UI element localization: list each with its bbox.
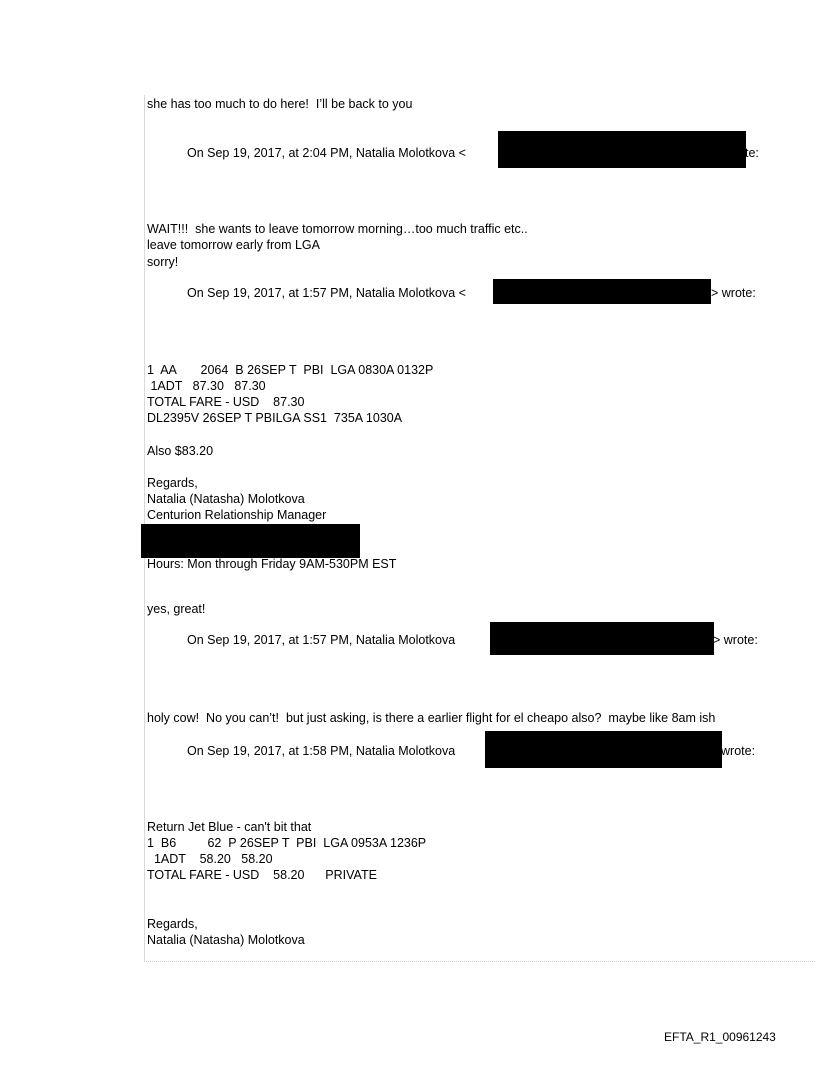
redaction-block <box>498 131 746 168</box>
quote-header-end: > wrote: <box>711 286 756 300</box>
email-line: WAIT!!! she wants to leave tomorrow morning…too much traffic etc.. <box>147 222 528 236</box>
email-line: yes, great! <box>147 602 206 616</box>
redaction-block <box>493 279 711 304</box>
quote-header-end: > wrote: <box>713 633 758 647</box>
quote-header: On Sep 19, 2017, at 2:04 PM, Natalia Molotkova < <box>187 146 466 160</box>
redaction-block <box>141 524 360 558</box>
itinerary-line: Return Jet Blue - can't bit that <box>147 820 312 834</box>
email-line: Also $83.20 <box>147 444 214 458</box>
email-line: leave tomorrow early from LGA <box>147 238 320 252</box>
email-line: holy cow! No you can’t! but just asking, is there a earlier flight for el cheapo also? maybe like 8am ish <box>147 711 716 725</box>
signature-line: Regards, <box>147 476 198 490</box>
quote-header: On Sep 19, 2017, at 1:57 PM, Natalia Molotkova <box>187 633 456 647</box>
bates-number: EFTA_R1_00961243 <box>664 1030 776 1044</box>
email-line: she has too much to do here! I’ll be back to you <box>147 97 413 111</box>
signature-line: Regards, <box>147 917 198 931</box>
signature-line: Centurion Relationship Manager <box>147 508 327 522</box>
itinerary-line: TOTAL FARE - USD 87.30 <box>147 395 305 409</box>
quote-header-end: te: <box>745 146 759 160</box>
itinerary-line: 1 AA 2064 B 26SEP T PBI LGA 0830A 0132P <box>147 363 434 377</box>
itinerary-line: 1ADT 58.20 58.20 <box>147 852 273 866</box>
itinerary-line: 1ADT 87.30 87.30 <box>147 379 266 393</box>
signature-line: Natalia (Natasha) Molotkova <box>147 933 305 947</box>
itinerary-line: 1 B6 62 P 26SEP T PBI LGA 0953A 1236P <box>147 836 427 850</box>
email-line: sorry! <box>147 255 179 269</box>
quote-header-end: wrote: <box>721 744 756 758</box>
redaction-block <box>485 731 722 768</box>
quote-header: On Sep 19, 2017, at 1:58 PM, Natalia Molotkova <box>187 744 456 758</box>
itinerary-line: DL2395V 26SEP T PBILGA SS1 735A 1030A <box>147 411 403 425</box>
quote-header: On Sep 19, 2017, at 1:57 PM, Natalia Molotkova < <box>187 286 466 300</box>
redaction-block <box>490 622 714 655</box>
signature-line: Hours: Mon through Friday 9AM-530PM EST <box>147 557 397 571</box>
itinerary-line: TOTAL FARE - USD 58.20 PRIVATE <box>147 868 377 882</box>
signature-line: Natalia (Natasha) Molotkova <box>147 492 305 506</box>
